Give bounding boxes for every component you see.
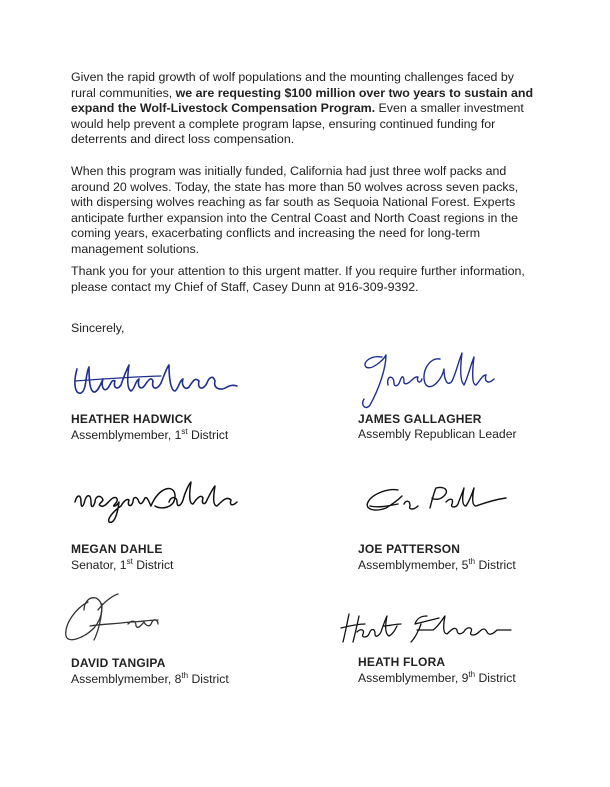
signer-name: HEATHER HADWICK <box>71 412 193 426</box>
paragraph-wolf-growth: When this program was initially funded, California had just three wolf packs and around 20 wolves. Today, the state has more than 50 wolves across seven packs, with dispersing wolves reaching as far south as Sequoia National Forest. Experts anticipate further expansion into the Central Coast and North Coast regions in the coming years, exacerbating conflicts and increasing the need for long-term management solutions. <box>71 164 519 256</box>
signature-image <box>358 480 508 520</box>
signature-image <box>358 345 498 415</box>
signature-image <box>335 608 515 648</box>
paragraph-text: Even a smaller investment would help prevent a complete program lapse, ensuring continued funding for deterrents and direct loss compensation. <box>71 101 524 147</box>
signer-title: Assemblymember, 5th District <box>358 557 516 573</box>
signer-title: Assemblymember, 1st District <box>71 427 229 443</box>
signer-block <box>358 480 588 578</box>
signer-title: Assembly Republican Leader <box>358 427 517 441</box>
signer-title: Assemblymember, 8th District <box>71 671 229 687</box>
paragraph-text: Given the rapid growth of wolf populations and the mounting challenges faced by rural communities, <box>71 70 514 100</box>
signer-block <box>71 355 301 445</box>
signer-block <box>71 478 301 578</box>
signer-name: JOE PATTERSON <box>358 542 461 556</box>
signature-image <box>58 590 188 650</box>
signer-title: Senator, 1st District <box>71 557 174 573</box>
signer-block <box>358 345 588 445</box>
signer-name: MEGAN DAHLE <box>71 542 163 556</box>
signer-block <box>335 608 565 688</box>
paragraph-funding-request <box>71 70 541 148</box>
closing-salutation: Sincerely, <box>71 321 125 335</box>
signer-title: Assemblymember, 9th District <box>358 670 516 686</box>
paragraph-contact: Thank you for your attention to this urgent matter. If you require further information, please contact my Chief of Staff, Casey Dunn at 916-309-9392. <box>71 264 525 294</box>
signature-image <box>71 478 241 528</box>
signer-name: JAMES GALLAGHER <box>358 412 482 426</box>
signer-name: DAVID TANGIPA <box>71 656 166 670</box>
request-emphasis: we are requesting $100 million over two years to sustain and expand the Wolf-Livestock Compensation Program. <box>71 85 534 116</box>
signer-name: HEATH FLORA <box>358 655 446 669</box>
signature-image <box>71 355 241 405</box>
signer-block <box>58 590 288 688</box>
